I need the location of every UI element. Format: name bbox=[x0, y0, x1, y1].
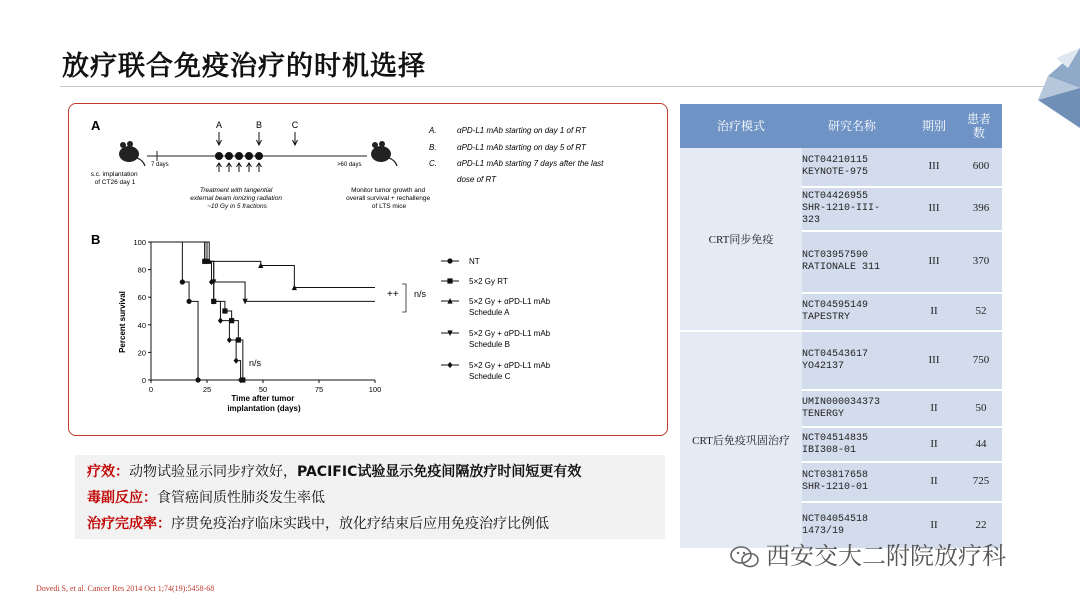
schedule-key-b: B. bbox=[429, 143, 437, 152]
series-point bbox=[218, 318, 223, 324]
x-axis-label-1: Time after tumor bbox=[231, 394, 295, 403]
legend-label: Schedule C bbox=[469, 372, 511, 381]
y-tick-label: 100 bbox=[133, 238, 146, 247]
days-7-label: 7 days bbox=[151, 162, 169, 168]
svg-text:s.c. implantation of CT2 bbox=[91, 171, 140, 186]
study-figure-panel bbox=[68, 103, 668, 436]
legend-label: 5×2 Gy + αPD-L1 mAb bbox=[469, 361, 551, 370]
fraction-dot bbox=[225, 152, 233, 160]
schedule-text-c: αPD-L1 mAb starting 7 days after the last bbox=[457, 159, 604, 168]
note-key: 毒副反应： bbox=[87, 490, 157, 506]
table-row bbox=[802, 463, 1002, 501]
legend-label: Schedule A bbox=[469, 308, 510, 317]
table-row bbox=[802, 232, 1002, 292]
study-figure-svg bbox=[69, 104, 667, 435]
y-tick-label: 20 bbox=[137, 348, 146, 358]
schedule-text-c2: dose of RT bbox=[457, 175, 496, 184]
up-arrow-icon bbox=[257, 163, 262, 172]
x-tick-label: 75 bbox=[314, 385, 324, 394]
x-tick-label: 100 bbox=[368, 385, 382, 394]
up-arrow-icon bbox=[247, 163, 252, 172]
monitor-text-2: overall survival + rechallenge bbox=[346, 195, 431, 202]
note-completion bbox=[87, 513, 549, 533]
series-point bbox=[227, 337, 232, 343]
up-arrow-icon bbox=[227, 163, 232, 172]
series-line bbox=[151, 242, 375, 301]
group-concurrent: CRT同步免疫 bbox=[680, 148, 802, 330]
x-tick-label: 50 bbox=[258, 385, 268, 394]
watermark bbox=[730, 536, 1006, 571]
patients-cell: 725 bbox=[972, 475, 990, 487]
x-axis-label-2: implantation (days) bbox=[227, 404, 301, 413]
table-header bbox=[680, 104, 1002, 148]
mouse-icon bbox=[371, 141, 397, 166]
up-arrow-icon bbox=[237, 163, 242, 172]
series-point bbox=[222, 308, 227, 313]
study-name: NCT03957590 RATIONALE 311 bbox=[802, 250, 881, 273]
study-name: NCT04426955 SHR-1210-III- 323 bbox=[802, 191, 881, 226]
annot-ns-bottom: n/s bbox=[249, 358, 262, 368]
phase-cell: II bbox=[930, 305, 938, 317]
watermark-text: 西安交大二附院放疗科 bbox=[766, 542, 1006, 570]
header-mode: 治疗模式 bbox=[716, 119, 765, 133]
down-arrow-icon bbox=[293, 132, 298, 145]
series-1 bbox=[151, 242, 201, 383]
svg-text:Time after tumor implant bbox=[227, 394, 301, 413]
wechat-icon bbox=[730, 545, 760, 569]
study-name: NCT03817658 SHR-1210-01 bbox=[802, 470, 869, 493]
schedule-key-c: C. bbox=[429, 159, 437, 168]
svg-text:Treatment with tangential bbox=[190, 187, 284, 210]
monitor-text-3: of LTS mice bbox=[371, 203, 407, 210]
study-name: NCT04054518 1473/19 bbox=[802, 513, 869, 537]
series-4 bbox=[151, 242, 375, 304]
significance-bracket bbox=[402, 284, 406, 312]
table-row bbox=[802, 332, 1002, 389]
monitor-text-1: Monitor tumor growth and bbox=[351, 187, 426, 194]
panel-a-label: A bbox=[91, 118, 101, 133]
days-60-label: >60 days bbox=[337, 162, 362, 168]
series-point bbox=[234, 358, 239, 364]
summary-notes bbox=[75, 455, 665, 539]
down-arrow-icon bbox=[217, 132, 222, 145]
table-row bbox=[802, 391, 1002, 426]
legend-marker bbox=[447, 258, 452, 263]
header-phase: 期别 bbox=[921, 119, 946, 133]
treatment-text-2: external beam ionizing radiation bbox=[190, 195, 282, 202]
y-tick-label: 80 bbox=[137, 265, 146, 275]
phase-cell: III bbox=[928, 255, 940, 267]
chart-legend bbox=[441, 257, 551, 381]
note-key: 疗效： bbox=[87, 464, 129, 480]
fraction-dot bbox=[215, 152, 223, 160]
title-divider bbox=[60, 86, 1080, 87]
series-line bbox=[151, 242, 198, 380]
y-tick-label: 40 bbox=[137, 320, 146, 330]
legend-label: 5×2 Gy + αPD-L1 mAb bbox=[469, 297, 551, 306]
legend-marker bbox=[447, 278, 452, 283]
group-consolidation: CRT后免疫巩固治疗 bbox=[680, 332, 802, 548]
phase-cell: III bbox=[928, 202, 940, 214]
note-text: 食管癌间质性肺炎发生率低 bbox=[157, 490, 325, 506]
patients-cell: 396 bbox=[972, 202, 990, 214]
patients-cell: 22 bbox=[975, 518, 987, 531]
phase-cell: II bbox=[930, 437, 938, 450]
corner-decoration-icon bbox=[1018, 48, 1080, 128]
series-point bbox=[186, 299, 191, 304]
y-tick-label: 0 bbox=[141, 376, 146, 385]
table-row bbox=[802, 294, 1002, 330]
table-row bbox=[802, 428, 1002, 461]
note-toxicity bbox=[87, 487, 325, 507]
treatment-text-3: ~10 Gy in 5 fractions bbox=[207, 203, 267, 210]
phase-cell: II bbox=[930, 475, 938, 487]
panel-b-label: B bbox=[91, 232, 101, 247]
implant-text-1: s.c. implantation bbox=[90, 171, 138, 178]
treatment-text-1: Treatment with tangential bbox=[199, 187, 273, 194]
study-name: NCT04210115 KEYNOTE-975 bbox=[802, 155, 869, 178]
implant-text-2: of CT26 day 1 bbox=[94, 179, 136, 186]
y-tick-label: 60 bbox=[137, 293, 146, 303]
schedule-text-b: αPD-L1 mAb starting on day 5 of RT bbox=[457, 143, 586, 152]
legend-label: Schedule B bbox=[469, 340, 510, 349]
survival-chart bbox=[133, 238, 381, 394]
patients-cell: 44 bbox=[975, 437, 987, 450]
table-row bbox=[802, 188, 1002, 230]
legend-label: 5×2 Gy + αPD-L1 mAb bbox=[469, 329, 551, 338]
note-key: 治疗完成率： bbox=[87, 516, 171, 532]
marker-label: C bbox=[291, 120, 299, 130]
phase-cell: II bbox=[930, 518, 938, 531]
marker-label: A bbox=[215, 120, 223, 130]
down-arrow-icon bbox=[257, 132, 262, 145]
series-5 bbox=[151, 242, 243, 383]
x-tick-label: 0 bbox=[148, 385, 154, 394]
schedule-key-a: A. bbox=[429, 126, 437, 135]
patients-cell: 750 bbox=[972, 353, 990, 366]
series-line bbox=[151, 242, 243, 380]
header-patients: 患者数 bbox=[966, 112, 991, 140]
phase-cell: II bbox=[930, 401, 938, 414]
annot-plus: ++ bbox=[387, 289, 399, 300]
legend-marker bbox=[447, 362, 452, 368]
study-name: NCT04514835 IBI308-01 bbox=[802, 432, 869, 456]
header-study: 研究名称 bbox=[827, 119, 876, 133]
patients-cell: 50 bbox=[975, 401, 987, 414]
legend-label: NT bbox=[469, 257, 480, 266]
fraction-dots bbox=[215, 152, 263, 172]
series-point bbox=[195, 377, 200, 382]
note-bold-text: PACIFIC试验显示免疫间隔放疗时间短更有效 bbox=[297, 464, 582, 480]
fraction-dot bbox=[235, 152, 243, 160]
series-point bbox=[180, 279, 185, 284]
y-axis-label: Percent survival bbox=[118, 291, 127, 353]
patients-cell: 600 bbox=[972, 160, 990, 172]
svg-text:Monitor tumor growth and bbox=[346, 187, 432, 210]
study-name: NCT04595149 TAPESTRY bbox=[802, 300, 869, 323]
note-text: 序贯免疫治疗临床实践中，放化疗结束后应用免疫治疗比例低 bbox=[171, 516, 549, 532]
note-text: 动物试验显示同步疗效好， bbox=[129, 464, 297, 480]
phase-cell: III bbox=[928, 353, 940, 366]
legend-label: 5×2 Gy RT bbox=[469, 277, 508, 286]
up-arrow-icon bbox=[217, 163, 222, 172]
slide-title: 放疗联合免疫治疗的时机选择 bbox=[62, 51, 426, 82]
annot-ns-top: n/s bbox=[414, 289, 427, 299]
note-efficacy bbox=[87, 461, 581, 481]
mouse-icon bbox=[119, 141, 145, 166]
table-row bbox=[802, 148, 1002, 186]
fraction-dot bbox=[245, 152, 253, 160]
phase-cell: III bbox=[928, 160, 940, 172]
citation: Dovedi S, et al. Cancer Res 2014 Oct 1;74(19):5458-68 bbox=[36, 584, 215, 593]
study-name: UMIN000034373 TENERGY bbox=[802, 396, 881, 420]
schedule-markers bbox=[216, 120, 299, 145]
patients-cell: 370 bbox=[972, 255, 990, 267]
fraction-dot bbox=[255, 152, 263, 160]
x-tick-label: 25 bbox=[202, 385, 212, 394]
patients-cell: 52 bbox=[975, 305, 987, 317]
study-name: NCT04543617 YO42137 bbox=[802, 348, 869, 372]
schedule-text-a: αPD-L1 mAb starting on day 1 of RT bbox=[457, 126, 586, 135]
marker-label: B bbox=[255, 120, 263, 130]
